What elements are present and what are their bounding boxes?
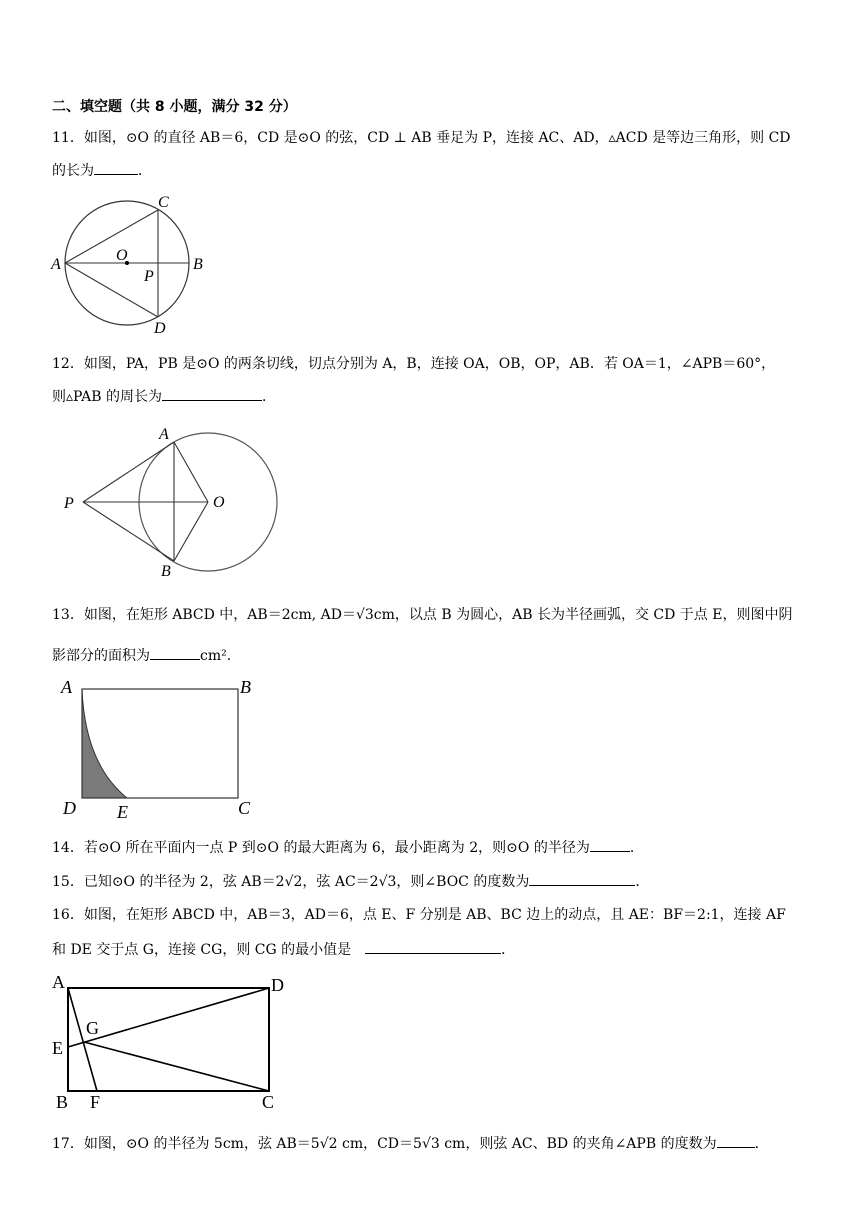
question-12-prefix: 则▵PAB 的周长为 [52, 389, 163, 405]
tangent-pb [83, 502, 174, 561]
label-a: A [159, 426, 169, 443]
segment-oa [174, 442, 208, 502]
section-title: 二、填空题（共 8 小题，满分 32 分） [52, 99, 297, 115]
question-11-line2 [52, 160, 152, 181]
label-e: E [52, 1038, 63, 1058]
label-c: C [238, 798, 251, 818]
question-16-line2 [52, 939, 515, 960]
question-12-line1: 12．如图，PA，PB 是⊙O 的两条切线，切点分别为 A，B，连接 OA，OB，OP，AB．若 OA＝1，∠APB＝60°， [52, 356, 776, 372]
label-p: P [64, 495, 74, 512]
question-15 [52, 871, 649, 892]
answer-blank-12[interactable] [162, 386, 262, 401]
question-16-prefix: 和 DE 交于点 G，连接 CG，则 CG 的最小值是 [52, 942, 352, 958]
label-a: A [51, 256, 61, 273]
rectangle-abcd [68, 988, 269, 1091]
label-c: C [158, 194, 169, 211]
label-d: D [154, 320, 166, 337]
figure-q13-rectangle [55, 672, 270, 824]
label-c: C [262, 1092, 275, 1112]
question-13-end: cm²． [200, 648, 241, 664]
label-a: A [52, 972, 65, 992]
figure-q16-rectangle [48, 972, 298, 1112]
label-e: E [117, 802, 128, 822]
label-g: G [86, 1018, 99, 1038]
question-17-text: 17．如图，⊙O 的半径为 5cm，弦 AB＝5√2 cm，CD＝5√3 cm，则弦 AC、BD 的夹角∠APB 的度数为 [52, 1136, 717, 1152]
shaded-region [82, 689, 127, 798]
segment-ob [174, 502, 208, 561]
answer-blank-16[interactable] [365, 939, 501, 954]
question-17-end: ． [754, 1136, 769, 1152]
answer-blank-17[interactable] [717, 1133, 755, 1148]
question-15-text: 15．已知⊙O 的半径为 2，弦 AB＝2√2，弦 AC＝2√3，则∠BOC 的度数为 [52, 874, 530, 890]
question-14-end: ． [629, 840, 644, 856]
label-d: D [63, 798, 76, 818]
question-16-end: ． [501, 942, 516, 958]
label-b: B [161, 563, 171, 580]
question-14-text: 14．若⊙O 所在平面内一点 P 到⊙O 的最大距离为 6，最小距离为 2，则⊙O 的半径为 [52, 840, 590, 856]
label-a: A [61, 677, 72, 697]
segment-ac [65, 210, 158, 263]
label-b: B [56, 1092, 69, 1112]
answer-blank-13[interactable] [150, 645, 200, 660]
segment-cg [84, 1042, 269, 1091]
question-17 [52, 1133, 769, 1154]
figure-q11-circle [48, 190, 218, 340]
label-d: D [271, 975, 284, 995]
question-13-line2 [52, 645, 241, 666]
question-11-line1: 11．如图，⊙O 的直径 AB＝6，CD 是⊙O 的弦，CD ⊥ AB 垂足为 P，连接 AC、AD，▵ACD 是等边三角形，则 CD [52, 130, 791, 146]
question-12-line2 [52, 386, 276, 407]
tangent-pa [83, 442, 174, 502]
answer-blank-14[interactable] [590, 837, 630, 852]
label-o: O [213, 494, 225, 511]
label-b: B [240, 677, 251, 697]
question-12-end: ． [262, 389, 277, 405]
label-b: B [193, 256, 203, 273]
question-13-prefix: 影部分的面积为 [52, 648, 150, 664]
question-11-end: ． [138, 163, 152, 179]
question-11-prefix: 的长为 [52, 163, 94, 179]
question-16-line1: 16．如图，在矩形 ABCD 中，AB＝3，AD＝6，点 E、F 分别是 AB、BC 边上的动点，且 AE：BF＝2:1，连接 AF [52, 907, 786, 923]
label-p: P [144, 268, 154, 285]
answer-blank-15[interactable] [529, 871, 635, 886]
question-14 [52, 837, 644, 858]
label-f: F [90, 1092, 101, 1112]
label-o: O [116, 247, 128, 264]
question-13-line1: 13．如图，在矩形 ABCD 中，AB＝2cm, AD＝√3cm，以点 B 为圆心，AB 长为半径画弧，交 CD 于点 E，则图中阴 [52, 607, 793, 623]
figure-q12-tangents [58, 420, 288, 580]
answer-blank-11[interactable] [94, 160, 138, 175]
question-15-end: ． [635, 874, 650, 890]
